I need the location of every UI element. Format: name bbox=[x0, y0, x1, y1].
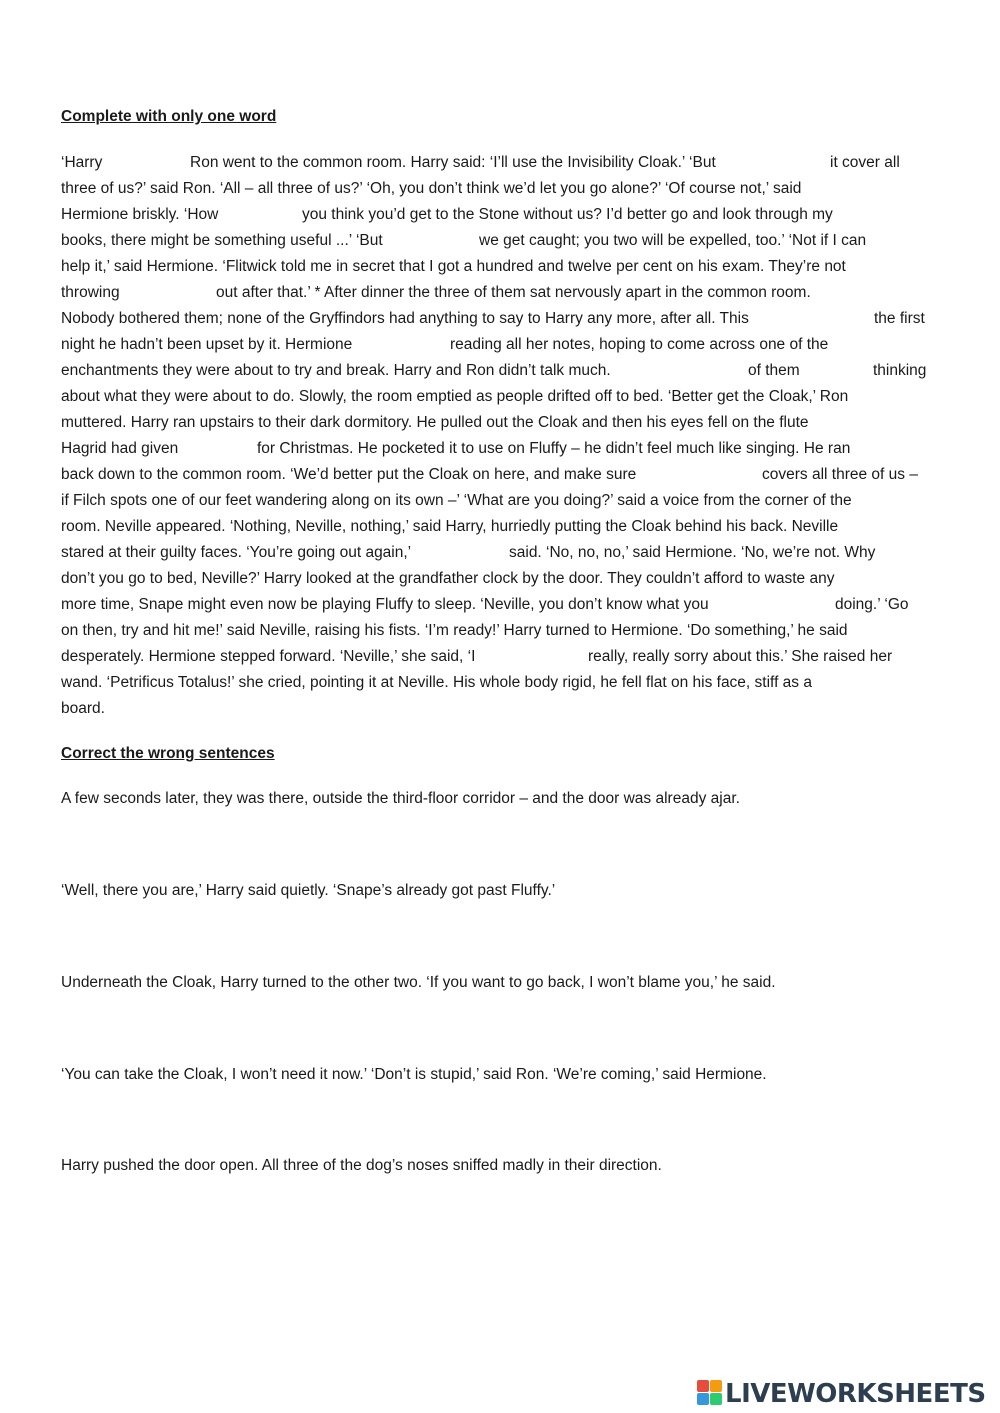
liveworksheets-logo bbox=[697, 1378, 993, 1410]
logo-square bbox=[697, 1393, 709, 1405]
wrong-sentence: Harry pushed the door open. All three of the dog’s noses sniffed madly in their direction. bbox=[61, 1157, 662, 1174]
passage-text: covers all three of us – bbox=[762, 466, 918, 483]
passage-text: more time, Snape might even now be playing Fluffy to sleep. ‘Neville, you don’t know what you bbox=[61, 596, 709, 613]
passage-text: board. bbox=[61, 700, 105, 717]
passage-text: three of us?’ said Ron. ‘All – all three of us?’ ‘Oh, you don’t think we’d let you go alone?’ ‘Of course not,’ said bbox=[61, 180, 802, 197]
passage-text: it cover all bbox=[830, 154, 900, 171]
passage-text: enchantments they were about to try and break. Harry and Ron didn’t talk much. bbox=[61, 362, 611, 379]
passage-text: for Christmas. He pocketed it to use on Fluffy – he didn’t feel much like singing. He ran bbox=[257, 440, 851, 457]
passage-text: books, there might be something useful ...’ ‘But bbox=[61, 232, 383, 249]
passage-text: out after that.’ * After dinner the three of them sat nervously apart in the common room. bbox=[216, 284, 811, 301]
logo-text: LIVEWORKSHEETS bbox=[725, 1379, 986, 1409]
passage-text: throwing bbox=[61, 284, 120, 301]
passage-text: muttered. Harry ran upstairs to their dark dormitory. He pulled out the Cloak and then his eyes fell on the flute bbox=[61, 414, 809, 431]
wrong-sentence: ‘Well, there you are,’ Harry said quietly. ‘Snape’s already got past Fluffy.’ bbox=[61, 882, 556, 899]
passage-text: we get caught; you two will be expelled, too.’ ‘Not if I can bbox=[479, 232, 867, 249]
passage-text: Hagrid had given bbox=[61, 440, 179, 457]
wrong-sentence: Underneath the Cloak, Harry turned to the other two. ‘If you want to go back, I won’t blame you,’ he said. bbox=[61, 974, 776, 991]
section-title-complete: Complete with only one word bbox=[61, 108, 277, 125]
passage-text: desperately. Hermione stepped forward. ‘Neville,’ she said, ‘I bbox=[61, 648, 476, 665]
passage-text: you think you’d get to the Stone without us? I’d better go and look through my bbox=[302, 206, 833, 223]
wrong-sentence: A few seconds later, they was there, outside the third-floor corridor – and the door was already ajar. bbox=[61, 790, 740, 807]
section-title-correct: Correct the wrong sentences bbox=[61, 745, 275, 762]
passage-text: if Filch spots one of our feet wandering along on its own –’ ‘What are you doing?’ said a voice from the corner of the bbox=[61, 492, 852, 509]
passage-text: on then, try and hit me!’ said Neville, raising his fists. ‘I’m ready!’ Harry turned to Hermione. ‘Do something,’ he said bbox=[61, 622, 848, 639]
passage-text: said. ‘No, no, no,’ said Hermione. ‘No, we’re not. Why bbox=[509, 544, 876, 561]
passage-text: Nobody bothered them; none of the Gryffindors had anything to say to Harry any more, after all. This bbox=[61, 310, 749, 327]
passage-text: reading all her notes, hoping to come across one of the bbox=[450, 336, 829, 353]
passage-text: the first bbox=[874, 310, 925, 327]
logo-square bbox=[710, 1393, 722, 1405]
logo-square bbox=[697, 1380, 709, 1392]
wrong-sentence: ‘You can take the Cloak, I won’t need it now.’ ‘Don’t is stupid,’ said Ron. ‘We’re coming,’ said Hermione. bbox=[61, 1066, 767, 1083]
passage-text: back down to the common room. ‘We’d better put the Cloak on here, and make sure bbox=[61, 466, 637, 483]
passage-text: don’t you go to bed, Neville?’ Harry looked at the grandfather clock by the door. They couldn’t afford to waste any bbox=[61, 570, 835, 587]
passage-text: help it,’ said Hermione. ‘Flitwick told me in secret that I got a hundred and twelve per cent on his exam. They’re not bbox=[61, 258, 846, 275]
passage-text: wand. ‘Petrificus Totalus!’ she cried, pointing it at Neville. His whole body rigid, he fell flat on his face, stiff as a bbox=[61, 674, 812, 691]
passage-text: thinking bbox=[873, 362, 927, 379]
passage-text: about what they were about to do. Slowly, the room emptied as people drifted off to bed. ‘Better get the Cloak,’ Ron bbox=[61, 388, 849, 405]
passage-text: Ron went to the common room. Harry said: ‘I’ll use the Invisibility Cloak.’ ‘But bbox=[190, 154, 716, 171]
passage-text: of them bbox=[748, 362, 800, 379]
passage-text: really, really sorry about this.’ She raised her bbox=[588, 648, 893, 665]
logo-square bbox=[710, 1380, 722, 1392]
passage-text: stared at their guilty faces. ‘You’re going out again,’ bbox=[61, 544, 412, 561]
passage-text: ‘Harry bbox=[61, 154, 103, 171]
passage-text: room. Neville appeared. ‘Nothing, Neville, nothing,’ said Harry, hurriedly putting the Cloak behind his back. Neville bbox=[61, 518, 839, 535]
passage-text: doing.’ ‘Go bbox=[835, 596, 909, 613]
passage-text: Hermione briskly. ‘How bbox=[61, 206, 219, 223]
passage-text: night he hadn’t been upset by it. Hermione bbox=[61, 336, 353, 353]
logo-mark-icon bbox=[697, 1380, 723, 1406]
